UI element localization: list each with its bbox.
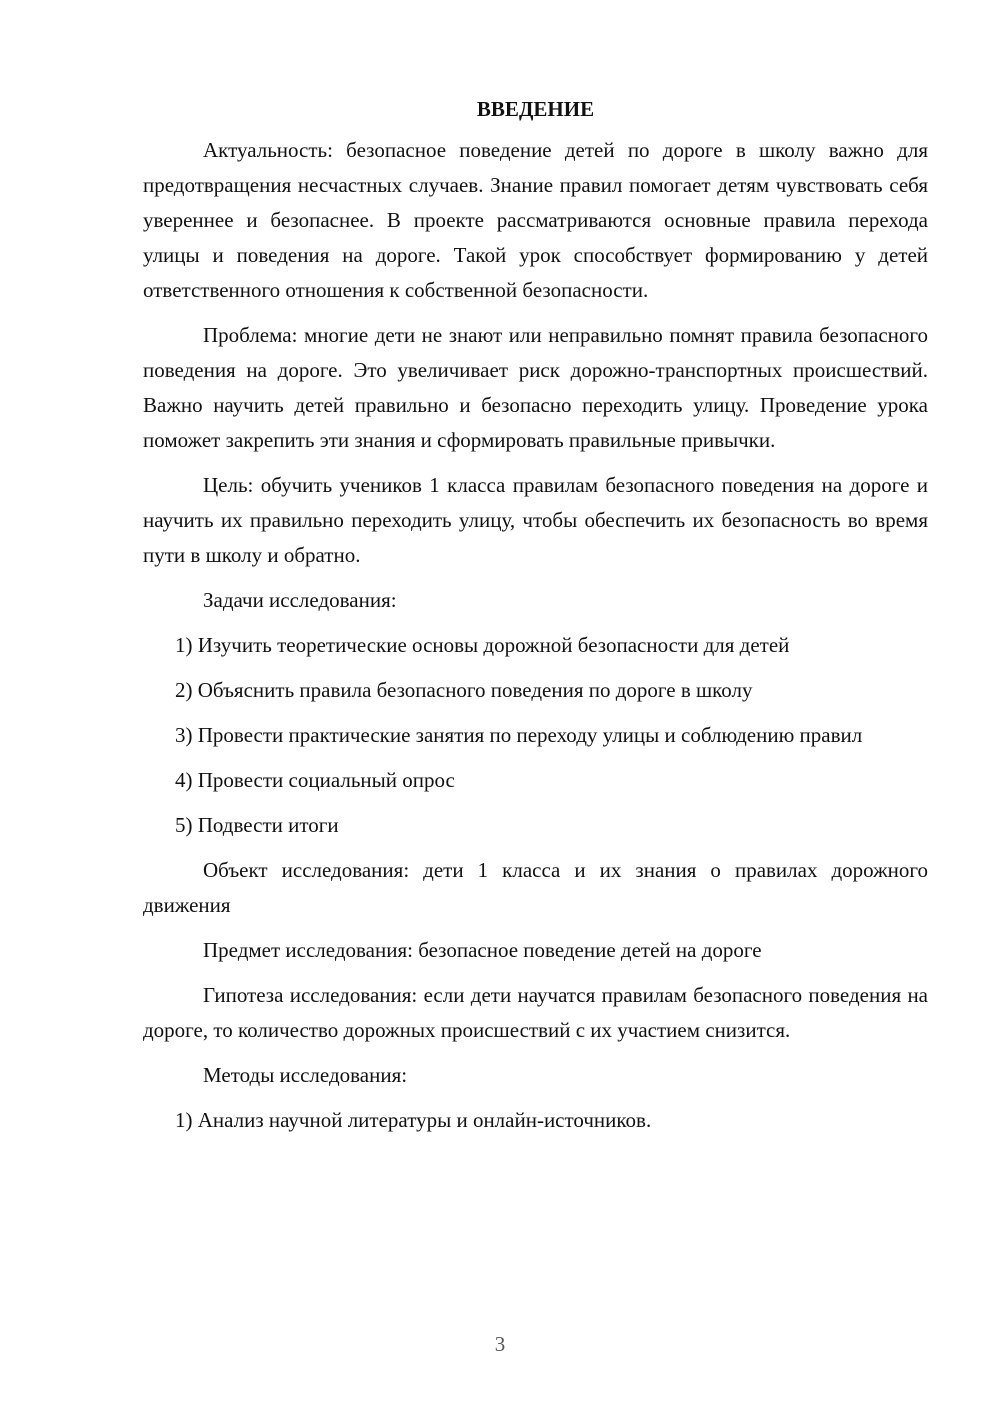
task-item: 5) Подвести итоги: [175, 813, 339, 837]
task-item: 3) Провести практические занятия по переходу улицы и соблюдению правил: [175, 723, 863, 747]
subject-paragraph: Предмет исследования: безопасное поведение детей на дороге: [203, 938, 762, 962]
task-item: 1) Изучить теоретические основы дорожной безопасности для детей: [175, 633, 790, 657]
section-title: ВВЕДЕНИЕ: [476, 97, 595, 121]
document-page: [143, 92, 928, 1148]
problem-paragraph: Проблема: многие дети не знают или неправильно помнят правила безопасного поведения на дороге. Это увеличивает риск дорожно-транспортных происшествий. Важно научить детей правильно и безопасно переходить улицу. Проведение урока поможет закрепить эти знания и сформировать правильные привычки.: [143, 323, 928, 452]
object-paragraph: Объект исследования: дети 1 класса и их знания о правилах дорожного движения: [143, 858, 928, 917]
method-item: 1) Анализ научной литературы и онлайн-источников.: [175, 1108, 652, 1132]
page-number: 3: [494, 1332, 506, 1356]
tasks-heading: Задачи исследования:: [203, 588, 397, 612]
relevance-paragraph: Актуальность: безопасное поведение детей по дороге в школу важно для предотвращения несчастных случаев. Знание правил помогает детям чувствовать себя увереннее и безопаснее. В проекте рассматриваются основные правила перехода улицы и поведения на дороге. Такой урок способствует формированию у детей ответственного отношения к собственной безопасности.: [143, 138, 928, 302]
task-item: 2) Объяснить правила безопасного поведения по дороге в школу: [175, 678, 753, 702]
task-item: 4) Провести социальный опрос: [175, 768, 455, 792]
methods-heading: Методы исследования:: [203, 1063, 408, 1087]
hypothesis-paragraph: Гипотеза исследования: если дети научатся правилам безопасного поведения на дороге, то количество дорожных происшествий с их участием снизится.: [143, 983, 928, 1042]
goal-paragraph: Цель: обучить учеников 1 класса правилам безопасного поведения на дороге и научить их правильно переходить улицу, чтобы обеспечить их безопасность во время пути в школу и обратно.: [143, 473, 928, 567]
